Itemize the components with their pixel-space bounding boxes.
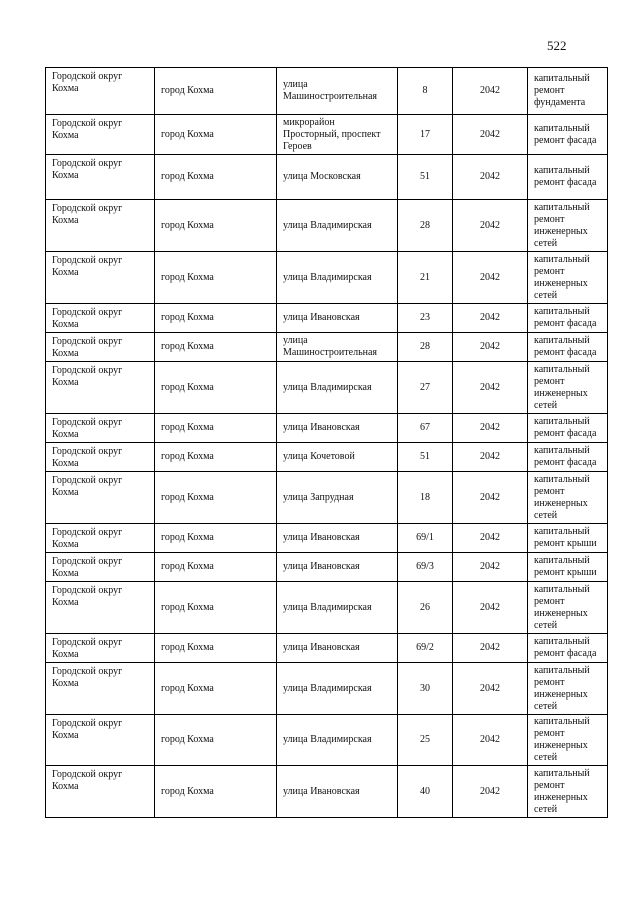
house-number-cell: 40 bbox=[398, 766, 453, 818]
house-number-cell: 51 bbox=[398, 155, 453, 200]
work-type-cell: капитальный ремонт фасада bbox=[528, 115, 608, 155]
work-type-cell: капитальный ремонт инженерных сетей bbox=[528, 252, 608, 304]
year-cell: 2042 bbox=[453, 663, 528, 715]
table-row bbox=[46, 333, 608, 362]
locality-cell: город Кохма bbox=[155, 634, 277, 663]
table-row bbox=[46, 715, 608, 766]
work-type-cell: капитальный ремонт инженерных сетей bbox=[528, 715, 608, 766]
locality-cell: город Кохма bbox=[155, 715, 277, 766]
work-type-cell: капитальный ремонт инженерных сетей bbox=[528, 362, 608, 414]
street-cell: улица Ивановская bbox=[277, 304, 398, 333]
house-number-cell: 69/3 bbox=[398, 553, 453, 582]
locality-cell: город Кохма bbox=[155, 115, 277, 155]
work-type-cell: капитальный ремонт фасада bbox=[528, 414, 608, 443]
locality-cell: город Кохма bbox=[155, 200, 277, 252]
locality-cell: город Кохма bbox=[155, 414, 277, 443]
locality-cell: город Кохма bbox=[155, 766, 277, 818]
year-cell: 2042 bbox=[453, 524, 528, 553]
district-cell: Городской округ Кохма bbox=[46, 115, 155, 155]
district-cell: Городской округ Кохма bbox=[46, 252, 155, 304]
table-row bbox=[46, 472, 608, 524]
table-body bbox=[46, 68, 608, 818]
repair-schedule-table bbox=[45, 67, 608, 818]
table-row bbox=[46, 155, 608, 200]
locality-cell: город Кохма bbox=[155, 304, 277, 333]
work-type-cell: капитальный ремонт инженерных сетей bbox=[528, 582, 608, 634]
year-cell: 2042 bbox=[453, 115, 528, 155]
table-row bbox=[46, 443, 608, 472]
house-number-cell: 28 bbox=[398, 200, 453, 252]
year-cell: 2042 bbox=[453, 472, 528, 524]
house-number-cell: 18 bbox=[398, 472, 453, 524]
house-number-cell: 23 bbox=[398, 304, 453, 333]
work-type-cell: капитальный ремонт инженерных сетей bbox=[528, 472, 608, 524]
work-type-cell: капитальный ремонт инженерных сетей bbox=[528, 663, 608, 715]
year-cell: 2042 bbox=[453, 634, 528, 663]
district-cell: Городской округ Кохма bbox=[46, 362, 155, 414]
street-cell: улица Ивановская bbox=[277, 634, 398, 663]
page-number: 522 bbox=[547, 38, 567, 53]
table-row bbox=[46, 524, 608, 553]
street-cell: улица Ивановская bbox=[277, 524, 398, 553]
year-cell: 2042 bbox=[453, 715, 528, 766]
work-type-cell: капитальный ремонт инженерных сетей bbox=[528, 200, 608, 252]
table-row bbox=[46, 252, 608, 304]
street-cell: микрорайон Просторный, проспект Героев bbox=[277, 115, 398, 155]
locality-cell: город Кохма bbox=[155, 362, 277, 414]
year-cell: 2042 bbox=[453, 304, 528, 333]
year-cell: 2042 bbox=[453, 68, 528, 115]
work-type-cell: капитальный ремонт фасада bbox=[528, 304, 608, 333]
street-cell: улица Владимирская bbox=[277, 663, 398, 715]
work-type-cell: капитальный ремонт фасада bbox=[528, 634, 608, 663]
street-cell: улица Ивановская bbox=[277, 414, 398, 443]
district-cell: Городской округ Кохма bbox=[46, 663, 155, 715]
locality-cell: город Кохма bbox=[155, 472, 277, 524]
work-type-cell: капитальный ремонт крыши bbox=[528, 553, 608, 582]
street-cell: улица Владимирская bbox=[277, 362, 398, 414]
district-cell: Городской округ Кохма bbox=[46, 155, 155, 200]
street-cell: улица Ивановская bbox=[277, 766, 398, 818]
house-number-cell: 27 bbox=[398, 362, 453, 414]
year-cell: 2042 bbox=[453, 252, 528, 304]
street-cell: улица Владимирская bbox=[277, 252, 398, 304]
street-cell: улица Владимирская bbox=[277, 715, 398, 766]
house-number-cell: 69/1 bbox=[398, 524, 453, 553]
locality-cell: город Кохма bbox=[155, 68, 277, 115]
work-type-cell: капитальный ремонт крыши bbox=[528, 524, 608, 553]
locality-cell: город Кохма bbox=[155, 553, 277, 582]
table-row bbox=[46, 362, 608, 414]
work-type-cell: капитальный ремонт фасада bbox=[528, 333, 608, 362]
district-cell: Городской округ Кохма bbox=[46, 553, 155, 582]
street-cell: улица Владимирская bbox=[277, 582, 398, 634]
year-cell: 2042 bbox=[453, 766, 528, 818]
district-cell: Городской округ Кохма bbox=[46, 333, 155, 362]
table-row bbox=[46, 663, 608, 715]
district-cell: Городской округ Кохма bbox=[46, 200, 155, 252]
work-type-cell: капитальный ремонт инженерных сетей bbox=[528, 766, 608, 818]
table-row bbox=[46, 115, 608, 155]
year-cell: 2042 bbox=[453, 553, 528, 582]
house-number-cell: 30 bbox=[398, 663, 453, 715]
house-number-cell: 25 bbox=[398, 715, 453, 766]
house-number-cell: 69/2 bbox=[398, 634, 453, 663]
house-number-cell: 28 bbox=[398, 333, 453, 362]
table-row bbox=[46, 304, 608, 333]
table-row bbox=[46, 200, 608, 252]
house-number-cell: 17 bbox=[398, 115, 453, 155]
street-cell: улица Машиностроительная bbox=[277, 68, 398, 115]
year-cell: 2042 bbox=[453, 333, 528, 362]
street-cell: улица Владимирская bbox=[277, 200, 398, 252]
locality-cell: город Кохма bbox=[155, 582, 277, 634]
district-cell: Городской округ Кохма bbox=[46, 443, 155, 472]
district-cell: Городской округ Кохма bbox=[46, 766, 155, 818]
district-cell: Городской округ Кохма bbox=[46, 68, 155, 115]
locality-cell: город Кохма bbox=[155, 443, 277, 472]
table-row bbox=[46, 553, 608, 582]
work-type-cell: капитальный ремонт фундамента bbox=[528, 68, 608, 115]
year-cell: 2042 bbox=[453, 155, 528, 200]
year-cell: 2042 bbox=[453, 582, 528, 634]
table-row bbox=[46, 68, 608, 115]
table-row bbox=[46, 582, 608, 634]
locality-cell: город Кохма bbox=[155, 663, 277, 715]
street-cell: улица Ивановская bbox=[277, 553, 398, 582]
table-row bbox=[46, 766, 608, 818]
street-cell: улица Запрудная bbox=[277, 472, 398, 524]
street-cell: улица Кочетовой bbox=[277, 443, 398, 472]
district-cell: Городской округ Кохма bbox=[46, 715, 155, 766]
district-cell: Городской округ Кохма bbox=[46, 472, 155, 524]
year-cell: 2042 bbox=[453, 414, 528, 443]
year-cell: 2042 bbox=[453, 443, 528, 472]
locality-cell: город Кохма bbox=[155, 333, 277, 362]
locality-cell: город Кохма bbox=[155, 252, 277, 304]
house-number-cell: 51 bbox=[398, 443, 453, 472]
house-number-cell: 26 bbox=[398, 582, 453, 634]
work-type-cell: капитальный ремонт фасада bbox=[528, 155, 608, 200]
locality-cell: город Кохма bbox=[155, 155, 277, 200]
house-number-cell: 21 bbox=[398, 252, 453, 304]
district-cell: Городской округ Кохма bbox=[46, 414, 155, 443]
locality-cell: город Кохма bbox=[155, 524, 277, 553]
house-number-cell: 67 bbox=[398, 414, 453, 443]
table-row bbox=[46, 634, 608, 663]
district-cell: Городской округ Кохма bbox=[46, 524, 155, 553]
year-cell: 2042 bbox=[453, 200, 528, 252]
house-number-cell: 8 bbox=[398, 68, 453, 115]
street-cell: улица Машиностроительная bbox=[277, 333, 398, 362]
year-cell: 2042 bbox=[453, 362, 528, 414]
table-row bbox=[46, 414, 608, 443]
district-cell: Городской округ Кохма bbox=[46, 304, 155, 333]
street-cell: улица Московская bbox=[277, 155, 398, 200]
district-cell: Городской округ Кохма bbox=[46, 582, 155, 634]
work-type-cell: капитальный ремонт фасада bbox=[528, 443, 608, 472]
district-cell: Городской округ Кохма bbox=[46, 634, 155, 663]
